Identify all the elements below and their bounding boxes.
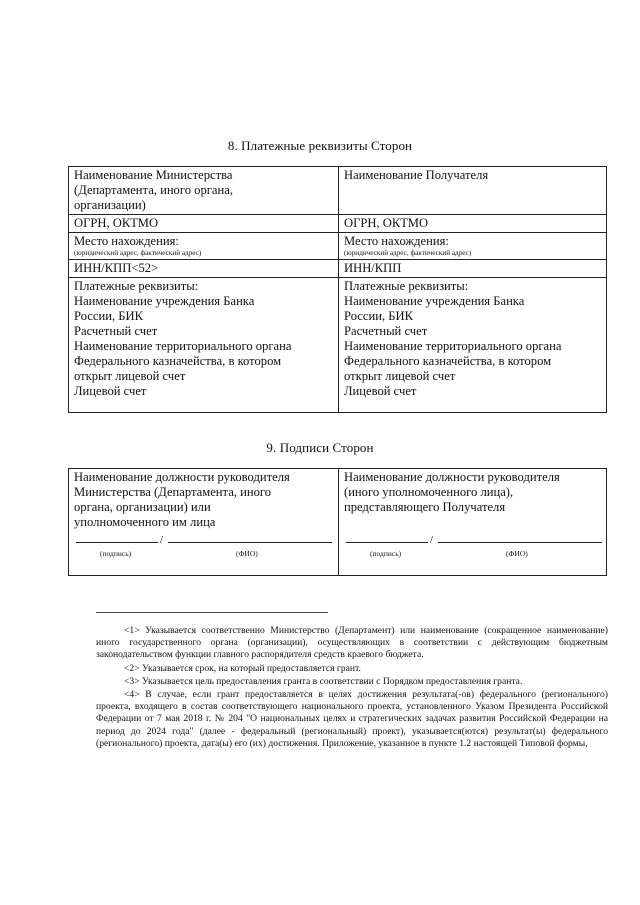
- position-line: (иного уполномоченного лица),: [344, 485, 514, 499]
- position-line: органа, организации) или: [74, 500, 211, 514]
- location-label: Место нахождения:: [74, 234, 179, 248]
- ministry-ogrn-cell: ОГРН, ОКТМО: [69, 215, 339, 233]
- footnote-4: <4> В случае, если грант предоставляется в целях достижения результата(-ов) федерального (регионального) проекта, входящего в состав соответствующего национального проекта, установленного Указом Президента Российской Федерации от 7 мая 2018 г. № 204 "О национальных целях и стратегических задачах развития Российской Федерации на период до 2024 года" (далее - федеральный (региональный) проект), указывается(ются) результат(ы) федерального (регионального) проекта, дата(ы) его (их) достижения. Приложение, указанное в пункте 1.2 настоящей Типовой формы,: [96, 689, 608, 749]
- footnotes: [96, 625, 608, 751]
- payment-line: открыт лицевой счет: [344, 369, 456, 383]
- position-line: уполномоченного им лица: [74, 515, 216, 529]
- payment-line: открыт лицевой счет: [74, 369, 186, 383]
- ministry-signature-cell: [69, 469, 339, 576]
- recipient-name-cell: [339, 167, 607, 215]
- section-9-title: 9. Подписи Сторон: [266, 440, 374, 455]
- signature-line: [74, 536, 334, 558]
- signature-slash: /: [160, 534, 164, 546]
- signature-underline: [76, 542, 158, 543]
- position-line: Наименование должности руководителя: [74, 470, 290, 484]
- footnote-separator: [96, 612, 328, 613]
- recipient-name-line: Наименование Получателя: [344, 168, 489, 182]
- fio-underline: [438, 542, 602, 543]
- footnote-1: <1> Указывается соответственно Министерство (Департамент) или наименование (сокращенное наименование) иного государственного органа (организации), осуществляющих в соответствии с действующим бюджетным законодательством функции главного распорядителя средств краевого бюджета.: [96, 625, 608, 661]
- signature-line: [344, 536, 602, 558]
- signature-label: (подпись): [100, 549, 132, 558]
- ministry-inn-cell: ИНН/КПП<52>: [69, 260, 339, 278]
- payment-line: Лицевой счет: [344, 384, 417, 398]
- table-row: [69, 469, 607, 576]
- table-row: [69, 278, 607, 413]
- position-line: Министерства (Департамента, иного: [74, 485, 272, 499]
- payment-line: Лицевой счет: [74, 384, 147, 398]
- payment-line: Наименование учреждения Банка: [74, 294, 255, 308]
- ministry-payment-cell: [69, 278, 339, 413]
- position-line: представляющего Получателя: [344, 500, 506, 514]
- recipient-inn-cell: ИНН/КПП: [339, 260, 607, 278]
- recipient-location-cell: [339, 233, 607, 260]
- ministry-name-line: организации): [74, 198, 146, 212]
- payment-line: России, БИК: [74, 309, 143, 323]
- payment-line: Федерального казначейства, в котором: [344, 354, 552, 368]
- footnote-2: <2> Указывается срок, на который предоставляется грант.: [124, 662, 361, 674]
- signatures-table: [68, 468, 607, 576]
- signature-slash: /: [430, 534, 434, 546]
- payment-line: Наименование учреждения Банка: [344, 294, 525, 308]
- fio-label: (ФИО): [506, 549, 528, 558]
- recipient-signature-cell: [339, 469, 607, 576]
- payment-line: Расчетный счет: [344, 324, 428, 338]
- payment-line: Платежные реквизиты:: [344, 279, 469, 293]
- ministry-name-line: (Департамента, иного органа,: [74, 183, 233, 197]
- payment-line: Федерального казначейства, в котором: [74, 354, 282, 368]
- payment-line: Платежные реквизиты:: [74, 279, 199, 293]
- ministry-name-cell: [69, 167, 339, 215]
- section-8-title: 8. Платежные реквизиты Сторон: [227, 138, 413, 153]
- fio-underline: [168, 542, 332, 543]
- table-row: [69, 260, 607, 278]
- table-row: [69, 167, 607, 215]
- location-hint: (юридический адрес, фактический адрес): [74, 249, 202, 257]
- table-row: [69, 215, 607, 233]
- payment-line: России, БИК: [344, 309, 413, 323]
- payment-line: Наименование территориального органа: [344, 339, 562, 353]
- position-line: Наименование должности руководителя: [344, 470, 560, 484]
- ministry-location-cell: [69, 233, 339, 260]
- payment-line: Наименование территориального органа: [74, 339, 292, 353]
- ministry-name-line: Наименование Министерства: [74, 168, 233, 182]
- payment-line: Расчетный счет: [74, 324, 158, 338]
- table-row: [69, 233, 607, 260]
- location-hint: (юридический адрес, фактический адрес): [344, 249, 472, 257]
- fio-label: (ФИО): [236, 549, 258, 558]
- location-label: Место нахождения:: [344, 234, 449, 248]
- signature-underline: [346, 542, 428, 543]
- payment-details-table: [68, 166, 607, 413]
- recipient-ogrn-cell: ОГРН, ОКТМО: [339, 215, 607, 233]
- footnote-3: <3> Указывается цель предоставления гранта в соответствии с Порядком предоставления гранта.: [124, 675, 523, 687]
- recipient-payment-cell: [339, 278, 607, 413]
- signature-label: (подпись): [370, 549, 402, 558]
